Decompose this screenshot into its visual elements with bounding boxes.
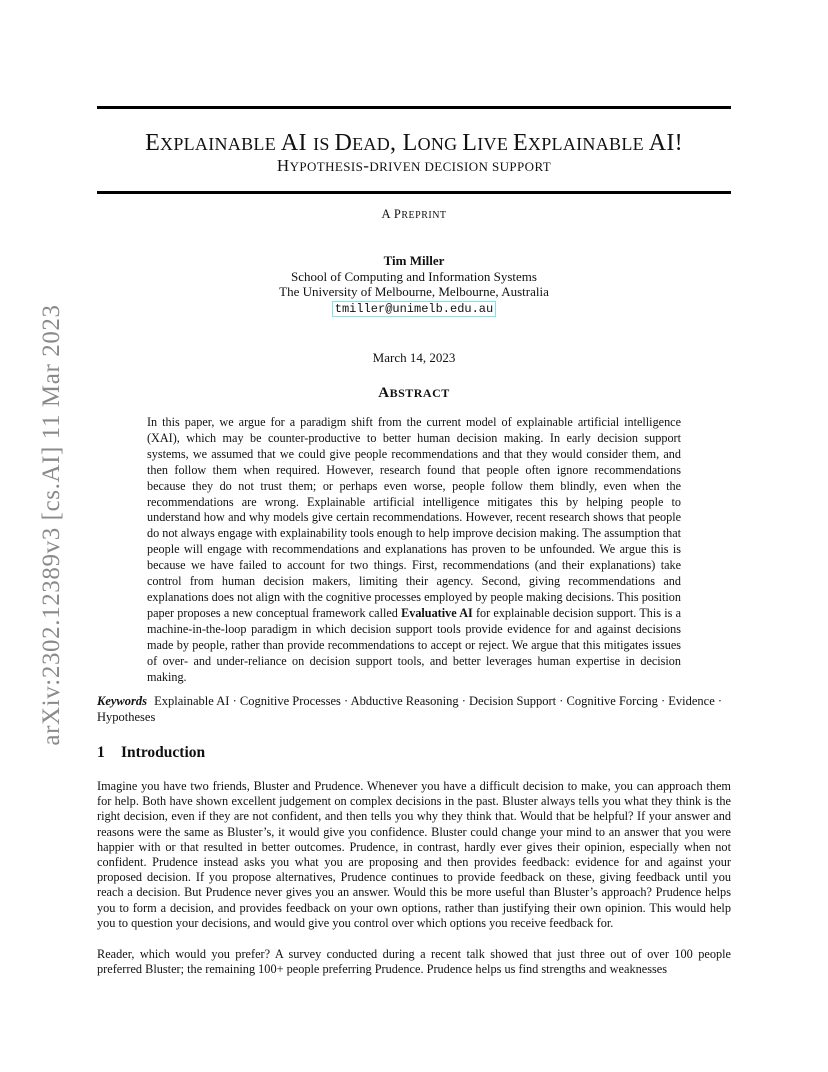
abstract-text-before: In this paper, we argue for a paradigm shift from the current model of explainable artificial intelligence (XAI), which may be counter-productive to better human decision making. In early decision support systems, we assumed that we could give people recommendations and that they would consider them, and then follow them when required. However, research found that people often ignore recommendations because they do not trust them; or perhaps even worse, people follow them blindly, even when the recommendations are wrong. Explainable artificial intelligence mitigates this by helping people to understand how and why models give certain recommendations. However, recent research shows that people do not always engage with explainability tools enough to help improve decision making. The assumption that people will engage with recommendations and explanations has proven to be unfounded. We argue this is because we have failed to account for two things. First, recommendations (and their explanations) take control from human decision makers, limiting their agency. Second, giving recommendations and explanations does not align with the cognitive processes employed by people making decisions. This position paper proposes a new conceptual framework called xyxy=(147,415,681,620)
subtitle-segment: H xyxy=(276,156,290,175)
author-block xyxy=(97,253,731,317)
abstract-text-after: for explainable decision support. This is a machine-in-the-loop paradigm in which decision support tools provide evidence for and against decisions made by people, rather than provide recommendations to accept or reject. We argue that this mitigates issues of over- and under-reliance on decision support tools, and better leverages human expertise in decision making. xyxy=(147,605,681,684)
subtitle-segment: - xyxy=(363,156,370,175)
section-heading xyxy=(97,744,731,762)
preprint-rest: REPRINT xyxy=(401,210,447,221)
title-segment: , L xyxy=(390,130,418,156)
title-segment: IVE xyxy=(477,134,513,154)
paper-date: March 14, 2023 xyxy=(372,350,456,365)
abstract-bold-term: Evaluative AI xyxy=(401,605,473,620)
title-segment: AI! xyxy=(648,130,683,156)
title-segment: D xyxy=(334,130,353,156)
section-title: Introduction xyxy=(121,744,206,761)
abstract-heading xyxy=(97,385,731,402)
paper-subtitle xyxy=(97,156,731,176)
title-segment: E xyxy=(145,130,161,156)
keywords-text: Explainable AI · Cognitive Processes · Abductive Reasoning · Decision Support · Cognitive Forcing · Evidence · Hypotheses xyxy=(97,694,723,724)
intro-paragraph-2: Reader, which would you prefer? A survey conducted during a recent talk showed that just three out of over 100 people preferred Bluster; the remaining 100+ people preferring Prudence. Prudence helps us find strengths and weaknesses xyxy=(97,947,731,977)
title-segment: ONG xyxy=(417,134,463,154)
section-number: 1 xyxy=(97,744,105,761)
title-bottom-rule xyxy=(97,191,731,194)
author-email-link[interactable]: tmiller@unimelb.edu.au xyxy=(332,301,496,317)
title-segment: AI xyxy=(280,130,314,156)
top-rule xyxy=(97,106,731,109)
keywords-line xyxy=(97,694,731,725)
title-segment: EAD xyxy=(352,134,391,154)
paper-title xyxy=(97,130,731,157)
title-segment: L xyxy=(462,130,478,156)
keywords-label: Keywords xyxy=(97,694,147,708)
subtitle-segment: YPOTHESIS xyxy=(289,159,364,174)
subtitle-segment: DRIVEN DECISION SUPPORT xyxy=(369,159,552,174)
author-name: Tim Miller xyxy=(383,253,445,268)
abstract-heading-rest: BSTRACT xyxy=(389,386,450,400)
author-affiliation-2: The University of Melbourne, Melbourne, Australia xyxy=(279,284,549,299)
author-affiliation-1: School of Computing and Information Systems xyxy=(291,268,537,284)
preprint-label xyxy=(97,207,731,222)
abstract-heading-first: A xyxy=(378,385,390,401)
preprint-first: A P xyxy=(381,207,402,221)
title-segment: E xyxy=(512,130,528,156)
title-segment: XPLAINABLE xyxy=(160,134,281,154)
abstract-text xyxy=(147,415,681,685)
title-segment: IS xyxy=(313,134,335,154)
title-segment: XPLAINABLE xyxy=(527,134,649,154)
intro-paragraph-1: Imagine you have two friends, Bluster and Prudence. Whenever you have a difficult decision to make, you can approach them for help. Both have shown excellent judgement on complex decisions in the past. Bluster always tells you what they think is the right decision, even if they are not confident, and then tells you why they think that. Would that be helpful? If your answer and reasons were the same as Bluster’s, it would give you confidence. Bluster could change your mind to an answer that you were happier with or that resulted in better outcomes. Prudence, in contrast, hardly ever gives their opinion, especially when not confident. Prudence instead asks you what you are proposing and then provides feedback: evidence for and against your proposed decision. If you propose alternatives, Prudence continues to provide feedback on these, giving feedback until you reach a decision. But Prudence never gives you an answer. Would this be more useful than Bluster’s approach? Prudence helps you to form a decision, and provides feedback on your own options, rather than justifying their own opinion. This would help you to question your decisions, and would give you control over which options you receive feedback for. xyxy=(97,779,731,930)
arxiv-identifier: arXiv:2302.12389v3 [cs.AI] 11 Mar 2023 xyxy=(38,304,65,746)
